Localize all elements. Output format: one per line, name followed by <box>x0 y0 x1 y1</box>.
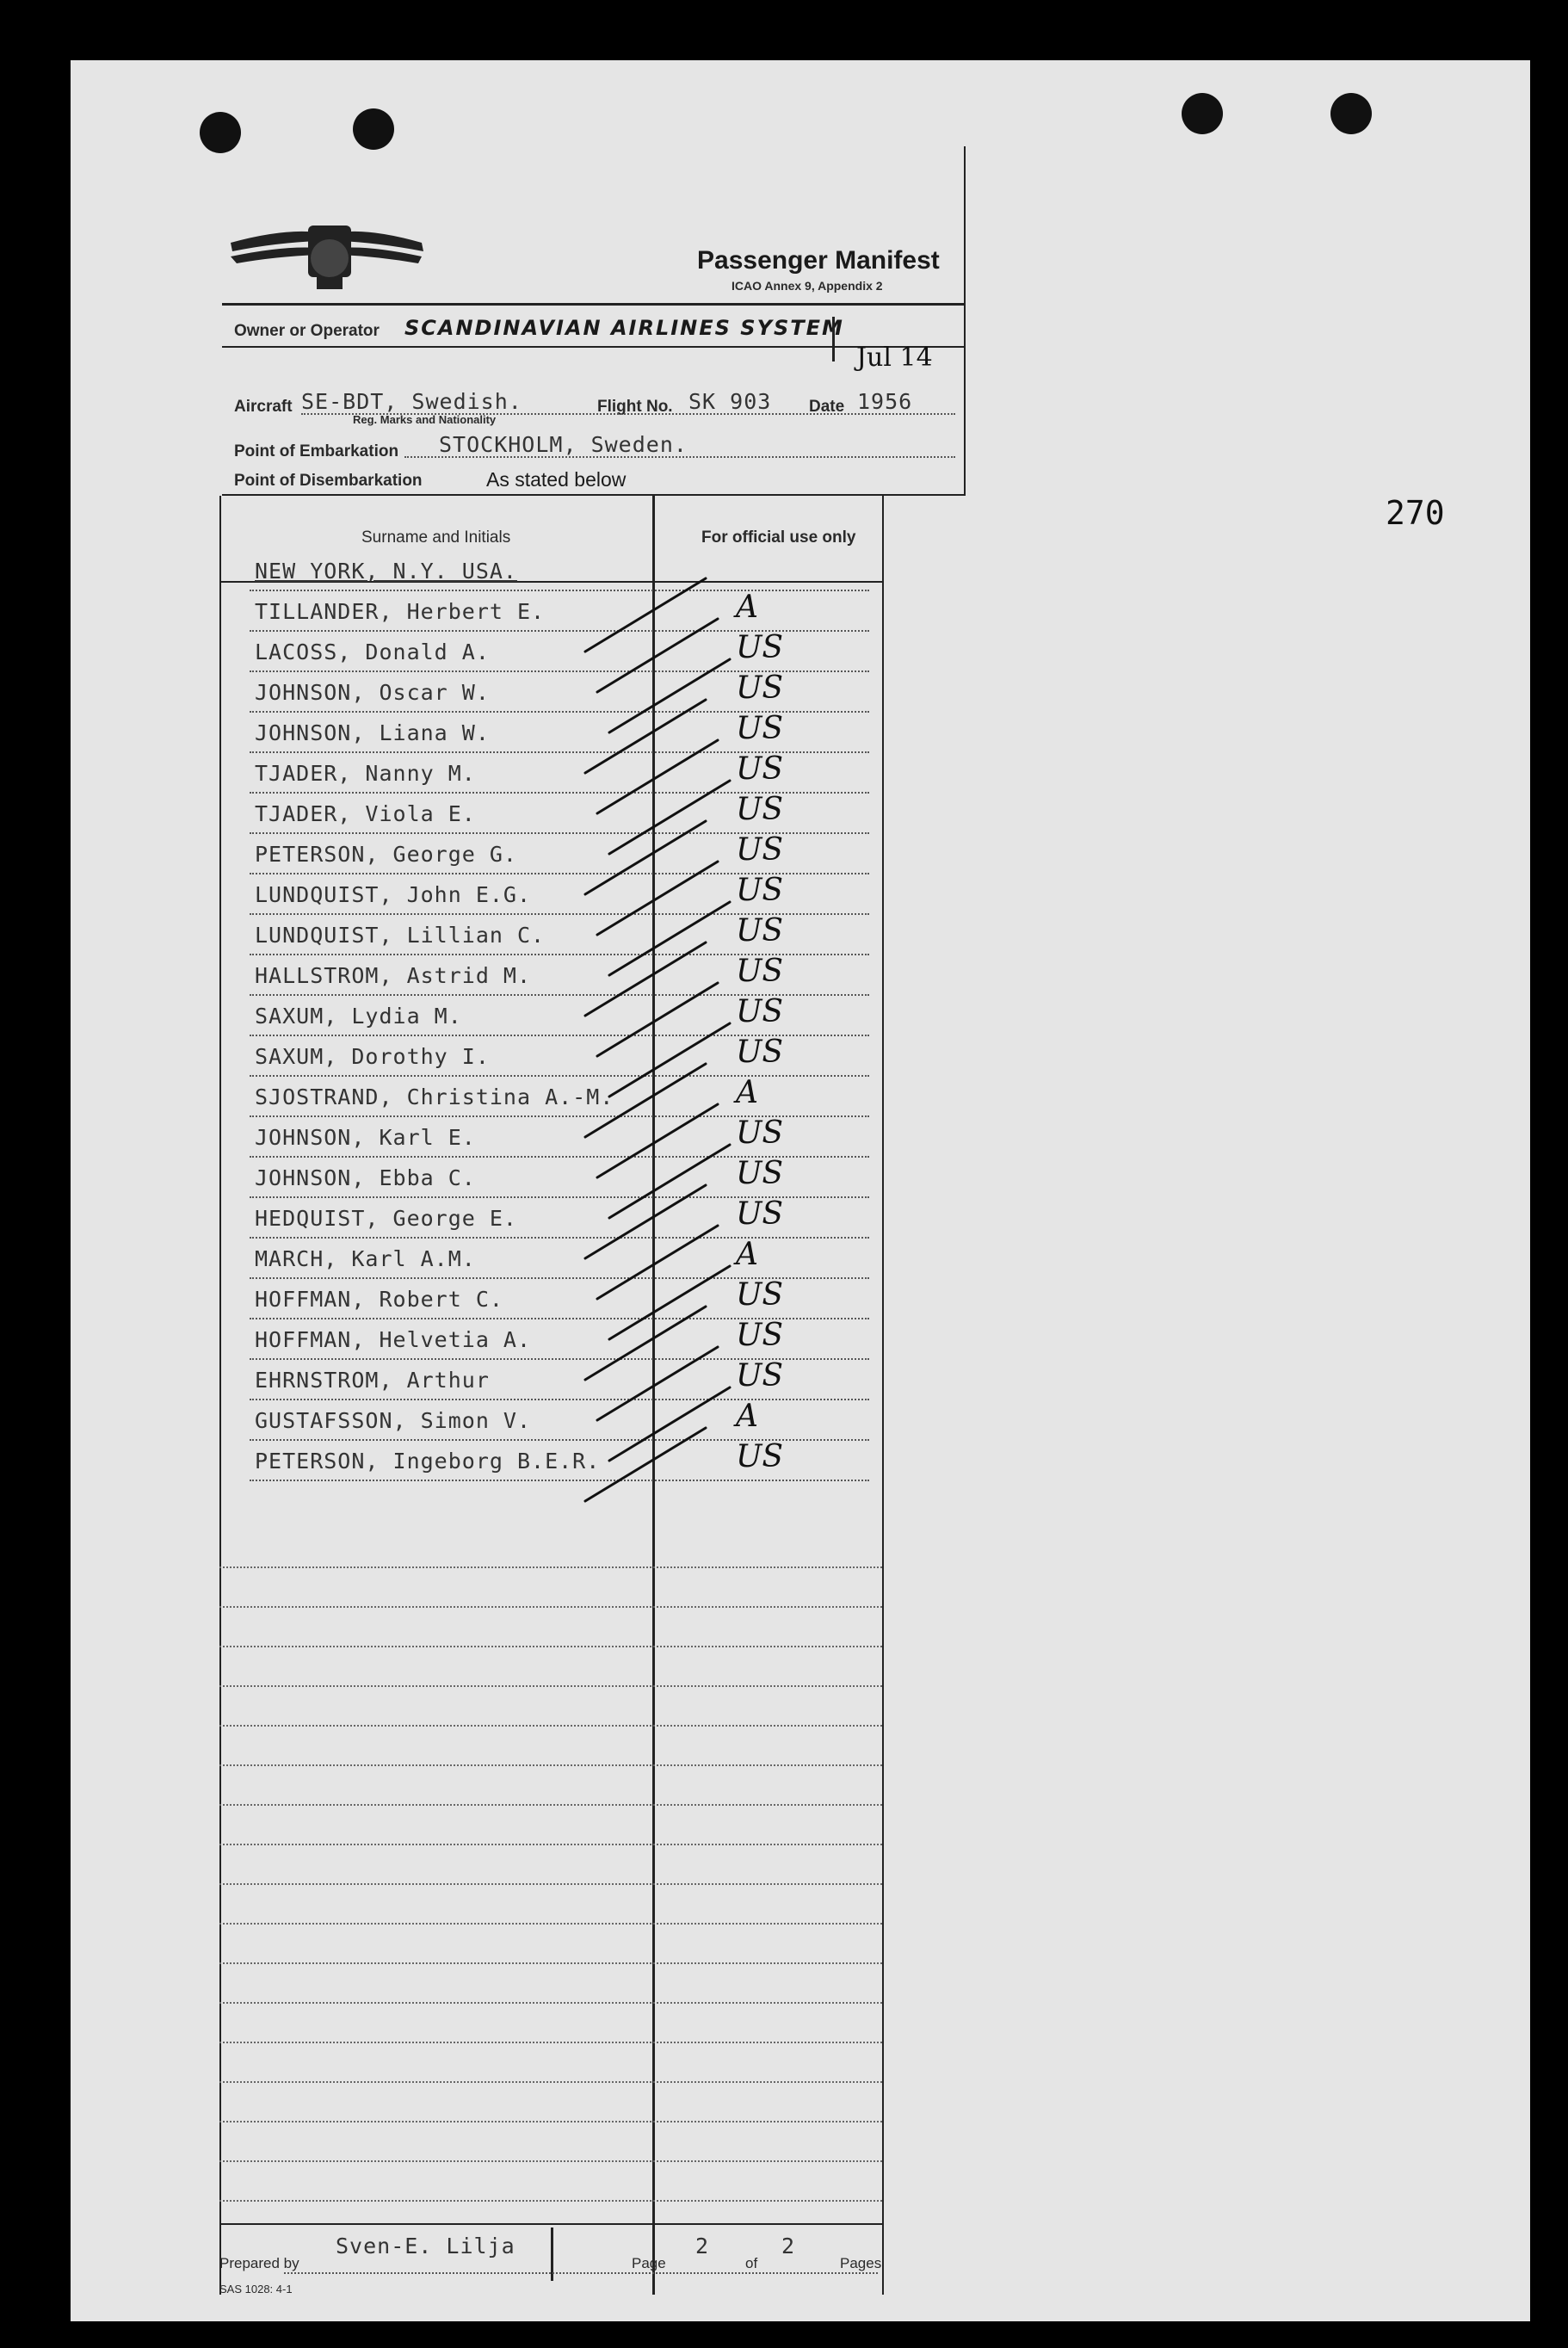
passenger-name: JOHNSON, Oscar W. <box>255 680 490 705</box>
passenger-status-code: US <box>736 630 784 665</box>
passenger-name: JOHNSON, Karl E. <box>255 1125 476 1150</box>
destination-heading: NEW YORK, N.Y. USA. <box>255 559 517 584</box>
of-label: of <box>745 2255 758 2271</box>
page-stamp-number: 270 <box>1386 494 1445 532</box>
passenger-name: LUNDQUIST, Lillian C. <box>255 923 546 948</box>
handwritten-date: Jul 14 <box>856 343 933 373</box>
passenger-status-code: US <box>736 1196 784 1232</box>
passenger-name: TJADER, Viola E. <box>255 801 476 826</box>
operator-label: Owner or Operator <box>234 322 380 340</box>
passenger-status-code: A <box>736 590 758 625</box>
passenger-name: HOFFMAN, Robert C. <box>255 1287 503 1312</box>
embarkation-label: Point of Embarkation <box>234 442 399 460</box>
passenger-name: TILLANDER, Herbert E. <box>255 599 546 624</box>
passenger-status-code: US <box>736 954 784 989</box>
date-value: 1956 <box>857 389 913 414</box>
passenger-status-code: US <box>736 832 784 868</box>
manifest-subtitle: ICAO Annex 9, Appendix 2 <box>732 279 883 293</box>
passenger-name: SAXUM, Dorothy I. <box>255 1044 490 1069</box>
check-stroke <box>597 1104 718 1177</box>
passenger-name: LUNDQUIST, John E.G. <box>255 882 532 907</box>
passenger-status-code: US <box>736 913 784 948</box>
passenger-status-code: US <box>736 792 784 827</box>
passenger-name: HOFFMAN, Helvetia A. <box>255 1327 532 1352</box>
passenger-name: PETERSON, George G. <box>255 842 517 867</box>
passenger-status-code: A <box>736 1399 758 1434</box>
date-label: Date <box>809 398 845 416</box>
passenger-status-code: US <box>736 873 784 908</box>
form-number: SAS 1028: 4-1 <box>219 2283 293 2295</box>
passenger-name: MARCH, Karl A.M. <box>255 1246 476 1271</box>
check-stroke <box>597 862 718 935</box>
page-label: Page <box>632 2255 666 2271</box>
passenger-status-code: US <box>736 711 784 746</box>
embarkation-value: STOCKHOLM, Sweden. <box>439 432 688 457</box>
passenger-name: GUSTAFSSON, Simon V. <box>255 1408 532 1433</box>
passenger-status-code: US <box>736 1277 784 1313</box>
manifest-title: Passenger Manifest <box>697 246 940 275</box>
aircraft-sublabel: Reg. Marks and Nationality <box>353 413 497 426</box>
check-stroke <box>597 1226 718 1299</box>
operator-value: SCANDINAVIAN AIRLINES SYSTEM <box>404 316 844 340</box>
of-value: 2 <box>781 2234 796 2258</box>
passenger-status-code: US <box>736 994 784 1029</box>
prepared-by-value: Sven-E. Lilja <box>336 2234 515 2258</box>
passenger-status-code: A <box>736 1237 758 1272</box>
disembarkation-label: Point of Disembarkation <box>234 472 423 490</box>
passenger-name: HALLSTROM, Astrid M. <box>255 963 532 988</box>
passenger-name: JOHNSON, Liana W. <box>255 720 490 745</box>
flight-label: Flight No. <box>597 398 673 416</box>
column-header-name: Surname and Initials <box>361 528 511 547</box>
pages-label: Pages <box>840 2255 882 2271</box>
passenger-status-code: A <box>736 1075 758 1110</box>
passenger-name: EHRNSTROM, Arthur <box>255 1368 490 1393</box>
passenger-name: PETERSON, Ingeborg B.E.R. <box>255 1449 601 1474</box>
passenger-status-code: US <box>736 1156 784 1191</box>
passenger-name: SJOSTRAND, Christina A.-M. <box>255 1084 614 1109</box>
passenger-status-code: US <box>736 1439 784 1474</box>
passenger-name: LACOSS, Donald A. <box>255 640 490 664</box>
passenger-name: JOHNSON, Ebba C. <box>255 1165 476 1190</box>
check-stroke <box>585 578 706 652</box>
passenger-status-code: US <box>736 670 784 706</box>
passenger-name: HEDQUIST, George E. <box>255 1206 517 1231</box>
page-value: 2 <box>695 2234 710 2258</box>
check-stroke <box>597 983 718 1056</box>
aircraft-value: SE-BDT, Swedish. <box>301 389 522 414</box>
passenger-status-code: US <box>736 1358 784 1393</box>
column-header-official: For official use only <box>701 528 856 547</box>
prepared-dotted-rule <box>284 2272 878 2274</box>
passenger-status-code: US <box>736 751 784 787</box>
passenger-status-code: US <box>736 1318 784 1353</box>
passenger-name: TJADER, Nanny M. <box>255 761 476 786</box>
prepared-by-label: Prepared by <box>219 2255 299 2271</box>
check-stroke <box>597 1347 718 1420</box>
check-stroke <box>597 740 718 813</box>
flight-value: SK 903 <box>688 389 772 414</box>
check-stroke <box>597 619 718 692</box>
aircraft-label: Aircraft <box>234 398 293 416</box>
footer-top-rule <box>219 2223 882 2225</box>
disembarkation-value: As stated below <box>486 468 627 491</box>
passenger-status-code: US <box>736 1115 784 1151</box>
passenger-status-code: US <box>736 1035 784 1070</box>
passenger-name: SAXUM, Lydia M. <box>255 1004 462 1029</box>
